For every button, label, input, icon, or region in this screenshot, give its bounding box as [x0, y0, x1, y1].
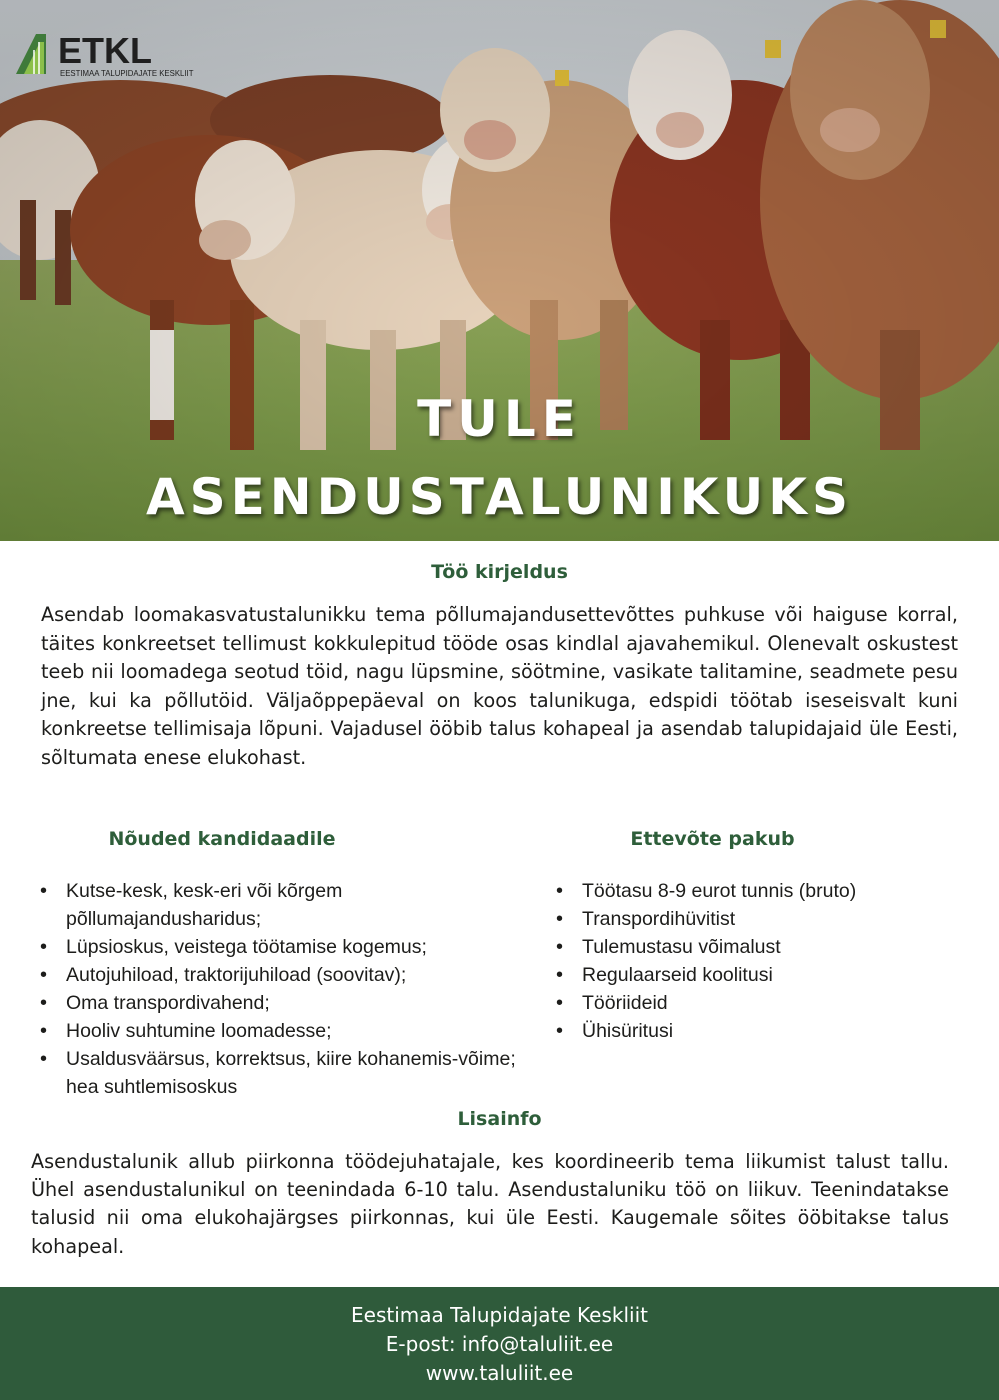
- hero-title-line2: ASENDUSTALUNIKUKS: [145, 468, 854, 526]
- description-heading: Töö kirjeldus: [431, 561, 568, 583]
- list-item: • Tulemustasu võimalust: [556, 933, 976, 961]
- list-item: • Töötasu 8-9 eurot tunnis (bruto): [556, 877, 976, 905]
- logo-text: ETKL: [58, 30, 152, 71]
- list-item: • Autojuhiload, traktorijuhiload (soovitav);: [40, 961, 520, 989]
- list-item: • Ühisüritusi: [556, 1017, 976, 1045]
- description-text: Asendab loomakasvatustalunikku tema põllumajandusettevõttes puhkuse või haiguse korral, täites konkreetset tellimust kokkulepitud tööde osas kindlal ajavahemikul. Olenevalt oskustest teeb nii loomadega seotud töid, nagu lüpsmine, söötmine, vasikate talitamine, seadmete pesu jne, kui ka põllutöid. Väljaõppepäeval on koos talunikuga, edspidi töötab iseseisvalt kuni konkreetse tellimisaja lõpuni. Vajadusel ööbib talus kohapeal ja asendab talupidajaid üle Eesti, sõltumata enese elukohast.: [41, 603, 958, 769]
- list-item: • Transpordihüvitist: [556, 905, 976, 933]
- list-item: • Oma transpordivahend;: [40, 989, 520, 1017]
- extra-info-heading: Lisainfo: [457, 1108, 542, 1130]
- extra-info-text: Asendustalunik allub piirkonna töödejuhatajale, kes koordineerib tema liikumist talust tallu. Ühel asendustalunikul on teenindada 6-10 talu. Asendustaluniku töö on liikuv. Teenindatakse talusid nii oma elukohajärgses piirkonnas, kui üle Eesti. Kaugemale sõites ööbitakse talus kohapeal.: [31, 1150, 949, 1258]
- footer-website-link[interactable]: www.taluliit.ee: [425, 1361, 574, 1385]
- etkl-logo: [14, 30, 214, 80]
- hero-title: [0, 380, 999, 536]
- requirements-list: [40, 877, 520, 1101]
- list-item: • Lüpsioskus, veistega töötamise kogemus;: [40, 933, 520, 961]
- footer-email[interactable]: E-post: info@taluliit.ee: [385, 1332, 614, 1356]
- hero-banner: [0, 0, 999, 541]
- list-item: • Regulaarseid koolitusi: [556, 961, 976, 989]
- hero-title-line1: TULE: [417, 390, 582, 448]
- list-item: • Usaldusväärsus, korrektsus, kiire kohanemis-võime; hea suhtlemisoskus: [40, 1045, 520, 1101]
- offers-list: [556, 877, 976, 1045]
- offers-heading: Ettevõte pakub: [630, 828, 795, 850]
- footer: [0, 1287, 999, 1400]
- list-item: • Kutse-kesk, kesk-eri või kõrgem põllumajandusharidus;: [40, 877, 520, 933]
- list-item: • Tööriideid: [556, 989, 976, 1017]
- logo-subtitle: EESTIMAA TALUPIDAJATE KESKLIIT: [60, 69, 194, 78]
- list-item: • Hooliv suhtumine loomadesse;: [40, 1017, 520, 1045]
- requirements-heading: Nõuded kandidaadile: [108, 828, 336, 850]
- footer-org: Eestimaa Talupidajate Keskliit: [351, 1303, 648, 1327]
